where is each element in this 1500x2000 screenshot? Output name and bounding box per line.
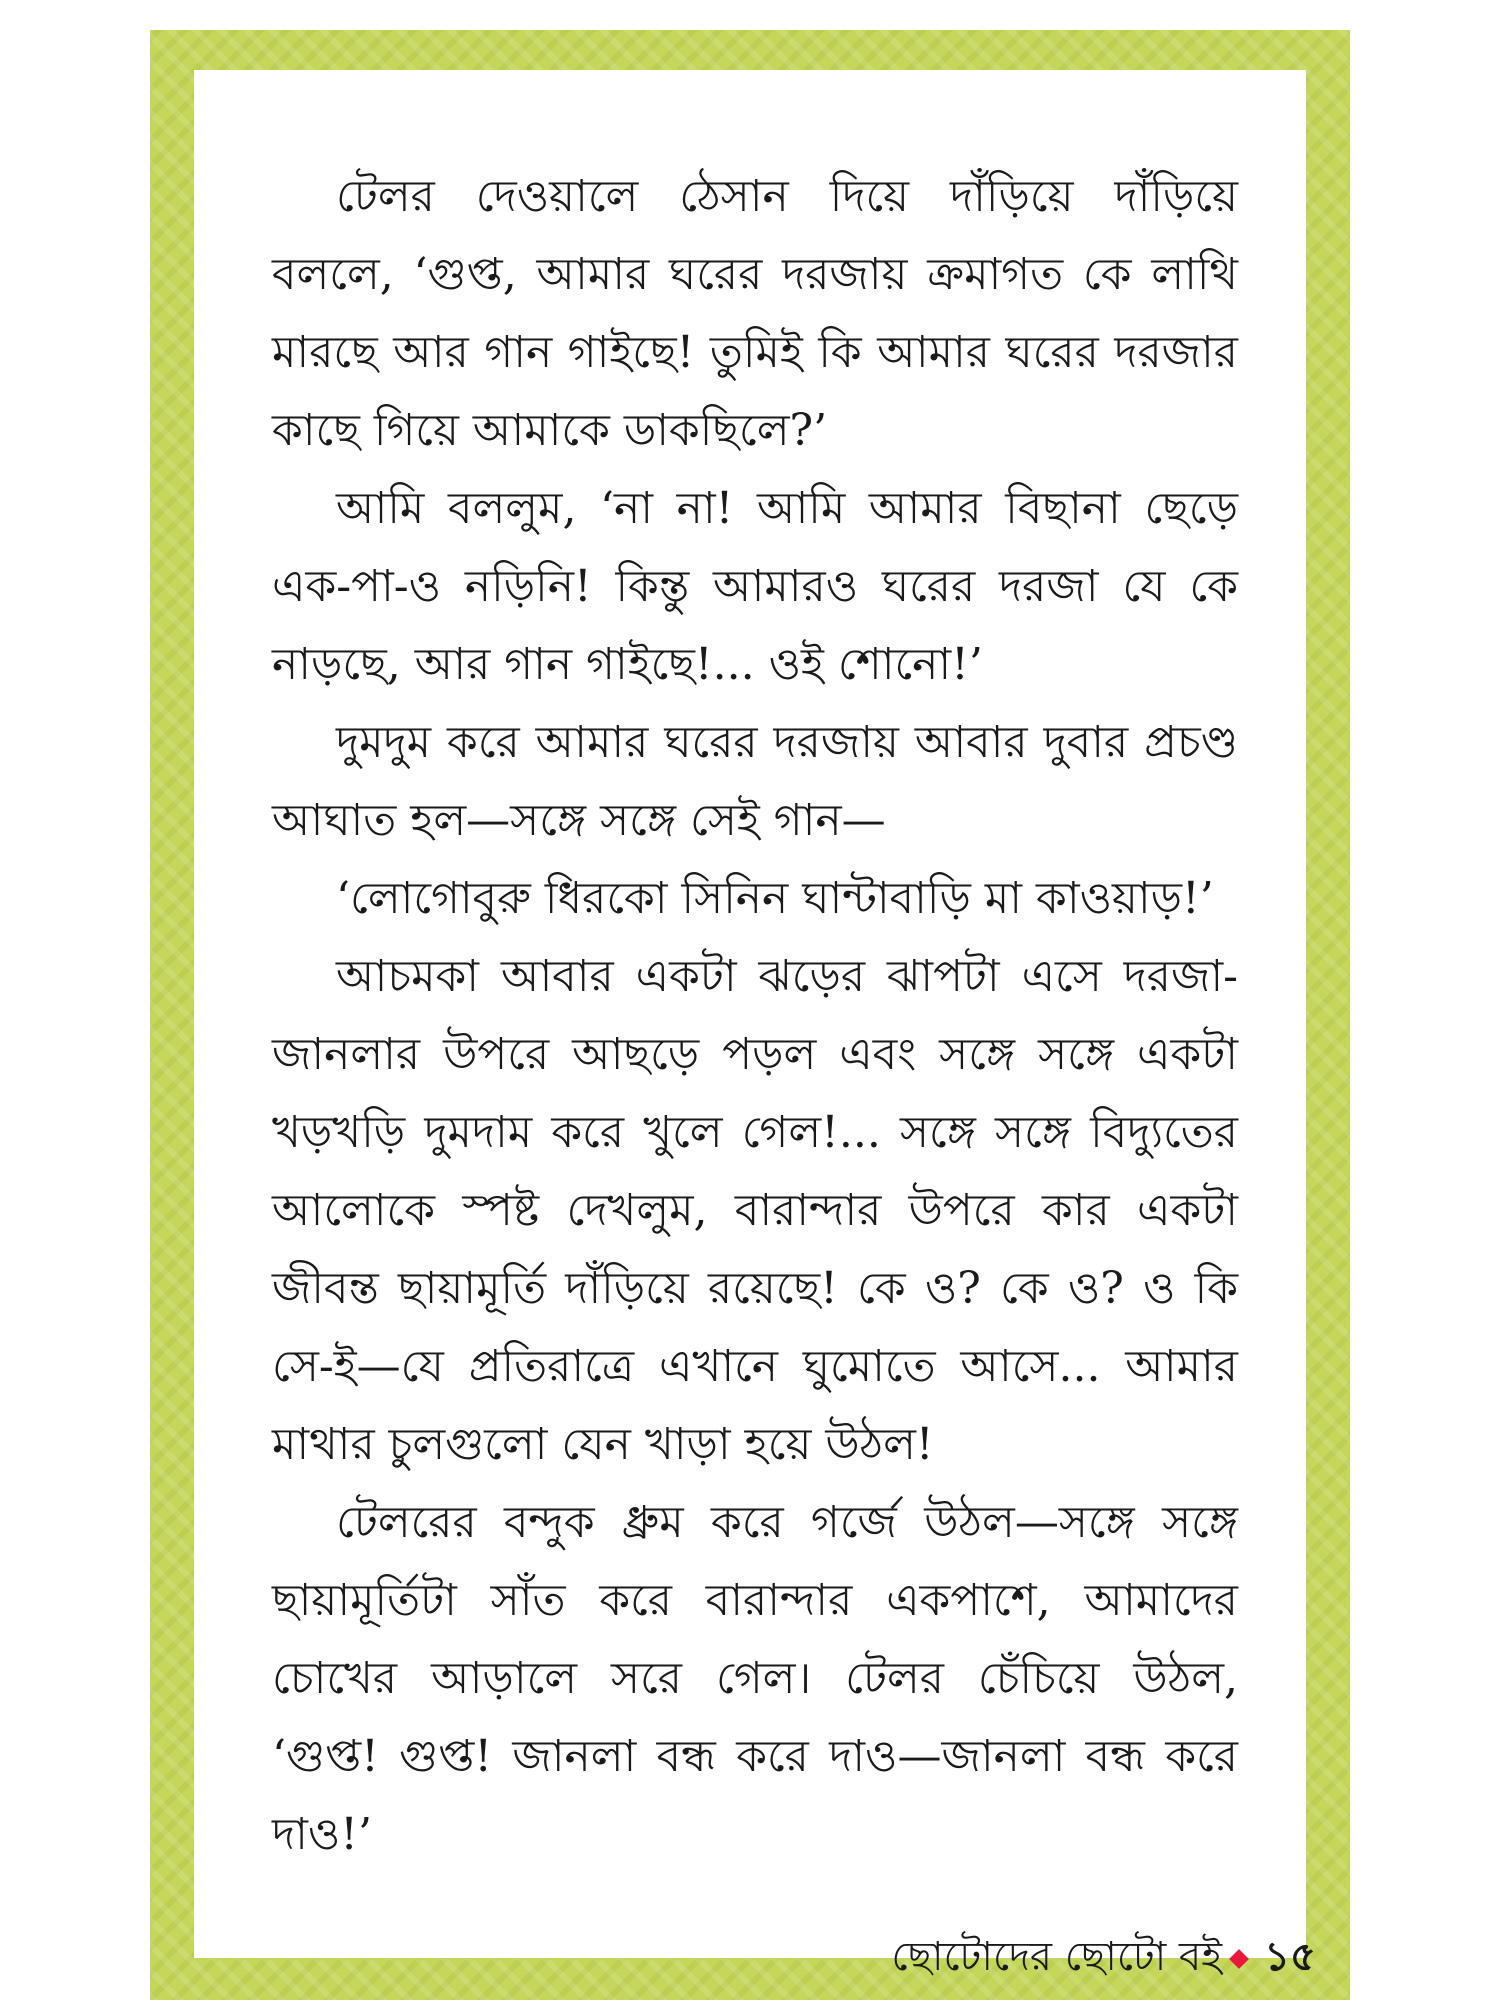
series-title: ছোটোদের ছোটো বই	[891, 1934, 1223, 1980]
diamond-icon	[1229, 1949, 1249, 1969]
story-text	[272, 158, 1238, 1874]
paragraph: দুমদুম করে আমার ঘরের দরজায় আবার দুবার প্রচণ্ড আঘাত হল—সঙ্গে সঙ্গে সেই গান—	[272, 717, 1238, 846]
paragraph: আমি বললুম, ‘না না! আমি আমার বিছানা ছেড়ে এক-পা-ও নড়িনি! কিন্তু আমারও ঘরের দরজা যে কে নাড়ছে, আর গান গাইছে!... ওই শোনো!’	[272, 483, 1238, 690]
page-footer	[891, 1925, 1316, 1992]
paragraph: ‘লোগোবুরু ধিরকো সিনিন ঘান্টাবাড়ি মা কাওয়াড়!’	[336, 873, 1214, 924]
paragraph: আচমকা আবার একটা ঝড়ের ঝাপটা এসে দরজা-জানলার উপরে আছড়ে পড়ল এবং সঙ্গে সঙ্গে একটা খড়খড়ি দুমদাম করে খুলে গেল!... সঙ্গে সঙ্গে বিদ্যুতের আলোকে স্পষ্ট দেখলুম, বারান্দার উপরে কার একটা জীবন্ত ছায়ামূর্তি দাঁড়িয়ে রয়েছে! কে ও? কে ও? ও কি সে-ই—যে প্রতিরাত্রে এখানে ঘুমোতে আসে... আমার মাথার চুলগুলো যেন খাড়া হয়ে উঠল!	[272, 951, 1238, 1470]
paragraph: টেলর দেওয়ালে ঠেসান দিয়ে দাঁড়িয়ে দাঁড়িয়ে বললে, ‘গুপ্ত, আমার ঘরের দরজায় ক্রমাগত কে লাথি মারছে আর গান গাইছে! তুমিই কি আমার ঘরের দরজার কাছে গিয়ে আমাকে ডাকছিলে?’	[272, 171, 1238, 456]
text-panel	[194, 70, 1306, 1958]
green-border-frame	[150, 30, 1350, 2000]
paragraph: টেলরের বন্দুক ধ্রুম করে গর্জে উঠল—সঙ্গে সঙ্গে ছায়ামূর্তিটা সাঁত করে বারান্দার একপাশে, আমাদের চোখের আড়ালে সরে গেল। টেলর চেঁচিয়ে উঠল, ‘গুপ্ত! গুপ্ত! জানলা বন্ধ করে দাও—জানলা বন্ধ করে দাও!’	[272, 1497, 1238, 1860]
page-number: ১৫	[1264, 1933, 1316, 1980]
